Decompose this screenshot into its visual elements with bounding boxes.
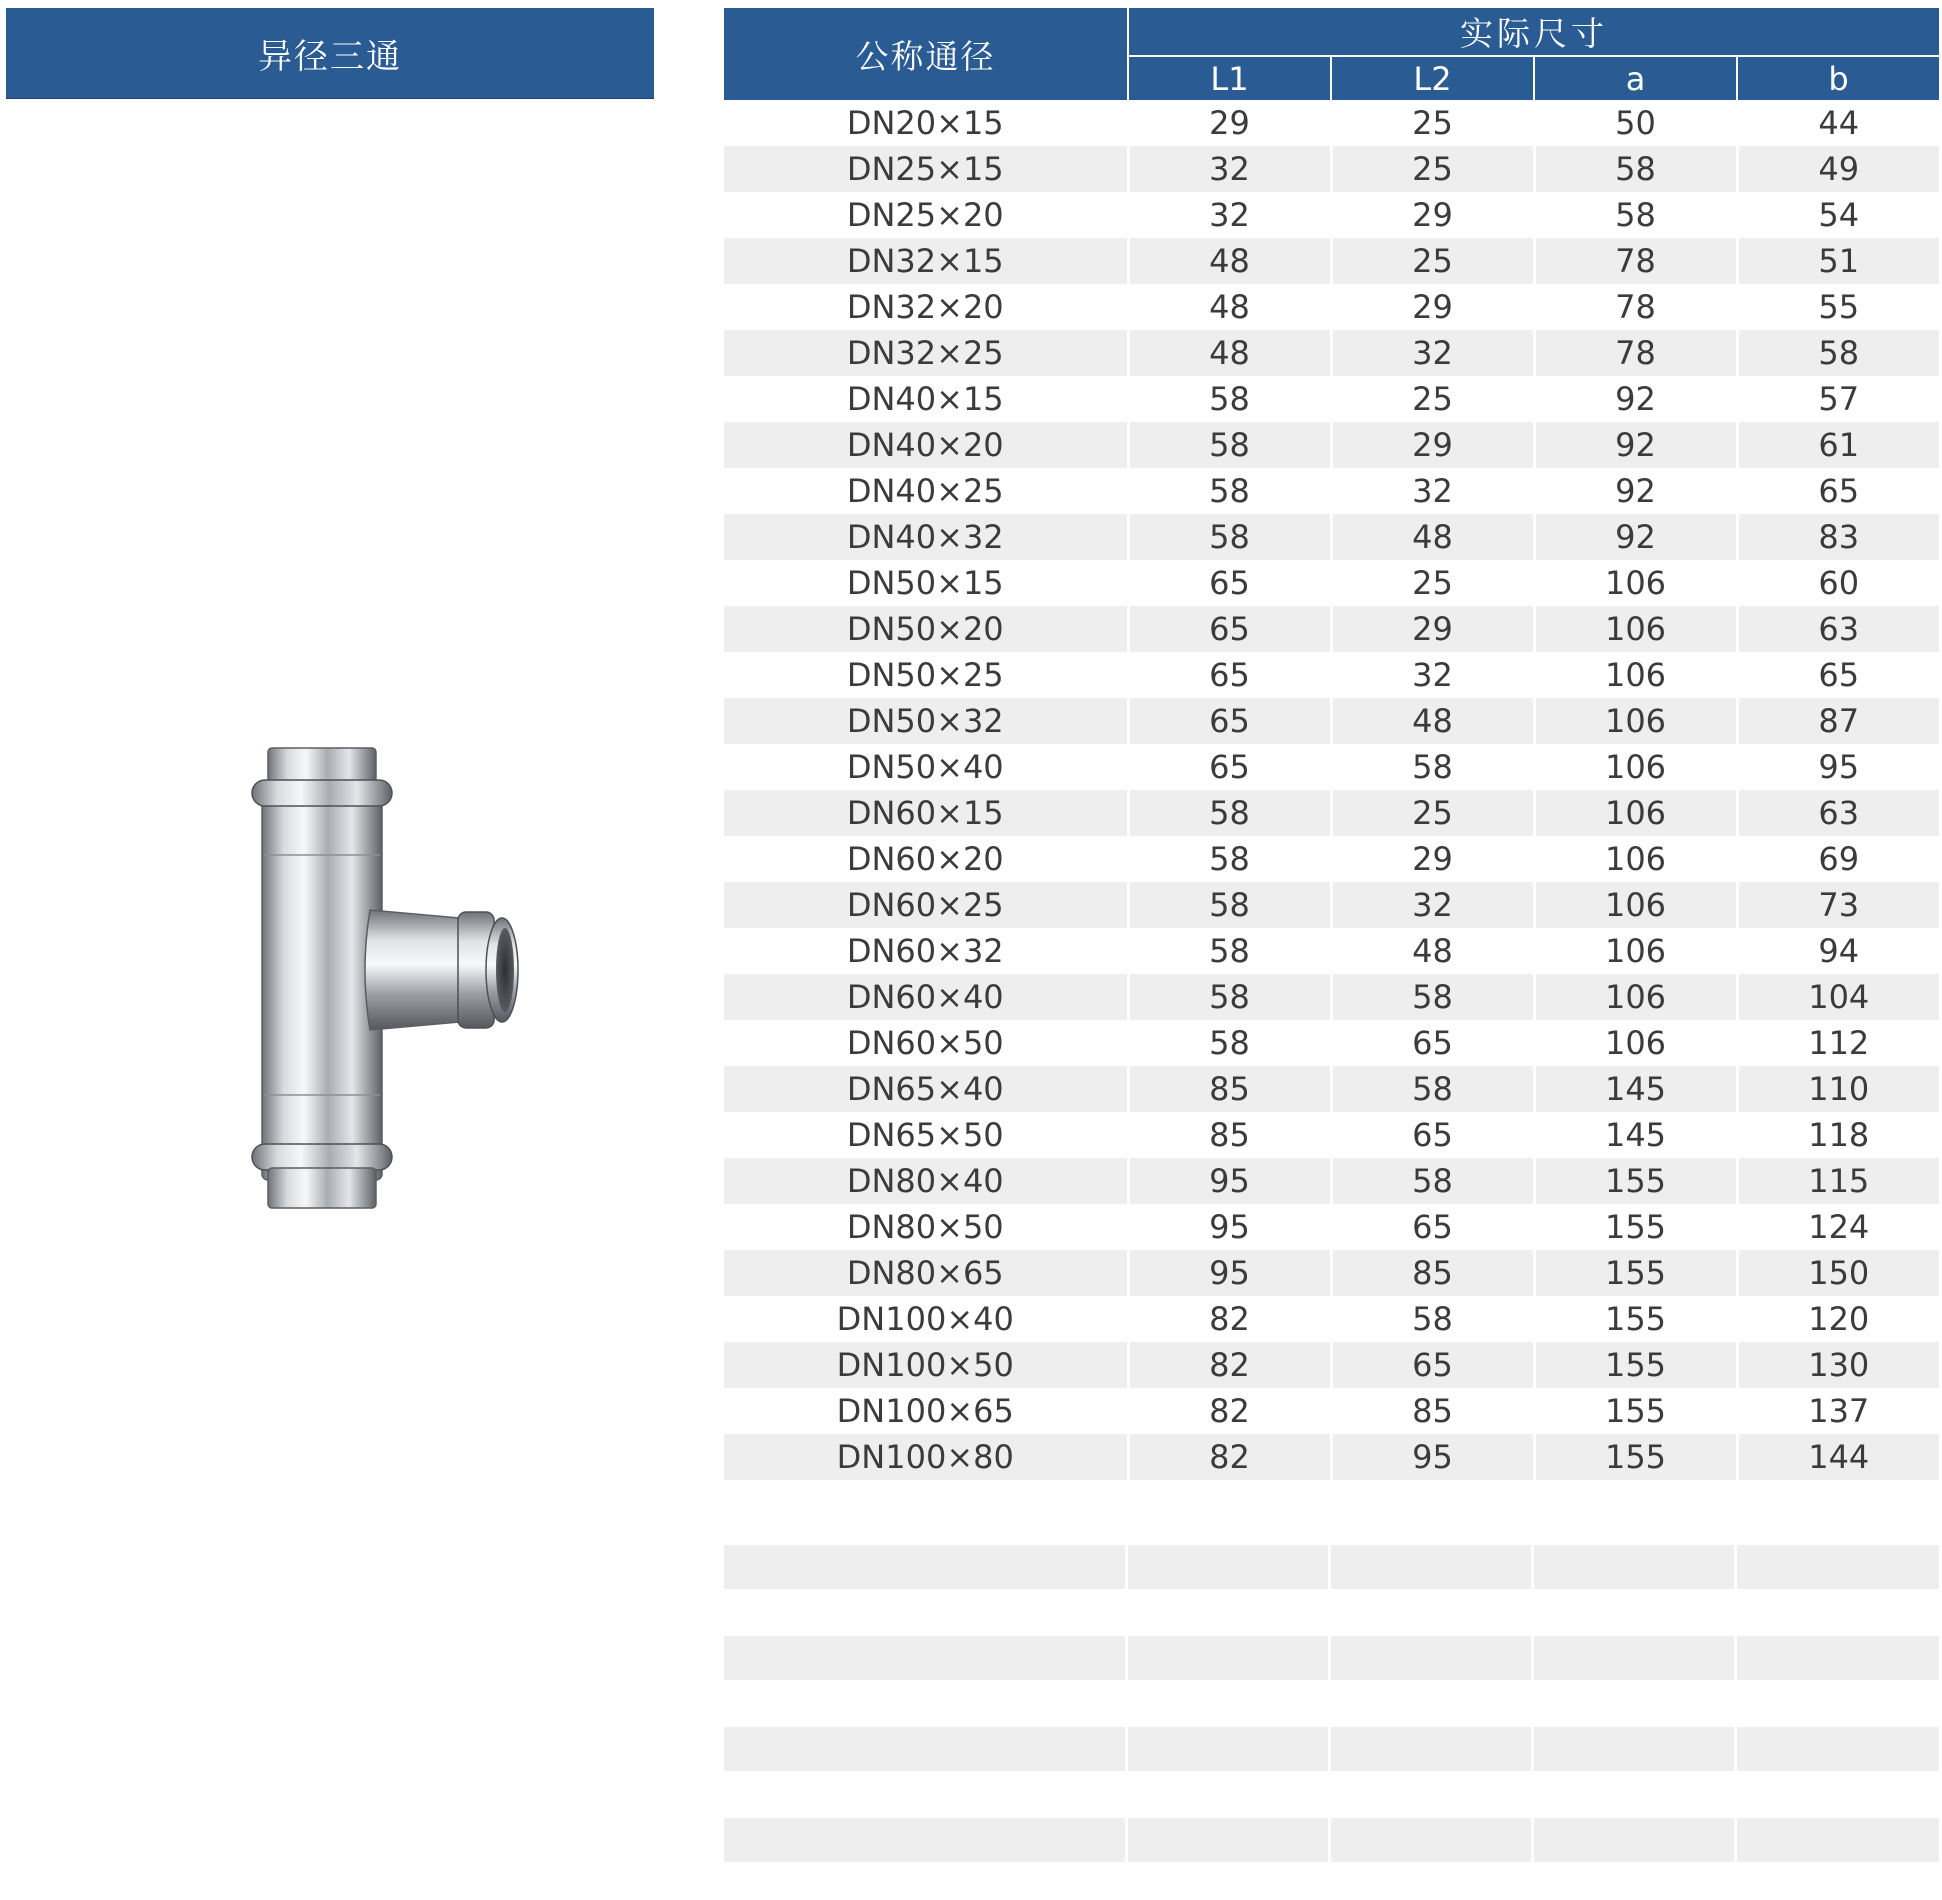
a-cell: 78 — [1534, 330, 1737, 376]
b-cell: 60 — [1737, 560, 1939, 606]
l1-cell: 32 — [1128, 146, 1331, 192]
table-row — [724, 882, 1939, 928]
a-cell: 58 — [1534, 146, 1737, 192]
table-row — [724, 376, 1939, 422]
table-row — [724, 238, 1939, 284]
table-row — [724, 192, 1939, 238]
table-row — [724, 1434, 1939, 1480]
product-title: 异径三通 — [6, 8, 654, 98]
b-cell: 49 — [1737, 146, 1939, 192]
l1-cell: 58 — [1128, 1020, 1331, 1066]
l2-cell: 32 — [1331, 330, 1534, 376]
table-row — [724, 928, 1939, 974]
b-cell: 94 — [1737, 928, 1939, 974]
nominal-cell: DN100×65 — [724, 1388, 1128, 1434]
a-cell: 155 — [1534, 1204, 1737, 1250]
spec-table-body — [724, 100, 1939, 1480]
table-row — [724, 560, 1939, 606]
l1-cell: 65 — [1128, 652, 1331, 698]
l2-cell: 48 — [1331, 514, 1534, 560]
b-cell: 63 — [1737, 606, 1939, 652]
a-cell: 155 — [1534, 1342, 1737, 1388]
nominal-cell: DN65×50 — [724, 1112, 1128, 1158]
l2-cell: 58 — [1331, 1066, 1534, 1112]
l1-cell: 85 — [1128, 1112, 1331, 1158]
nominal-cell: DN60×25 — [724, 882, 1128, 928]
l2-cell: 29 — [1331, 422, 1534, 468]
b-cell: 115 — [1737, 1158, 1939, 1204]
empty-row — [724, 1636, 1939, 1680]
b-cell: 137 — [1737, 1388, 1939, 1434]
header-a: a — [1534, 56, 1737, 100]
l2-cell: 25 — [1331, 790, 1534, 836]
table-row — [724, 284, 1939, 330]
empty-cell — [1331, 1818, 1534, 1862]
l1-cell: 29 — [1128, 100, 1331, 146]
b-cell: 55 — [1737, 284, 1939, 330]
empty-cell — [1737, 1818, 1939, 1862]
b-cell: 104 — [1737, 974, 1939, 1020]
table-row — [724, 422, 1939, 468]
l1-cell: 48 — [1128, 238, 1331, 284]
table-row — [724, 606, 1939, 652]
l2-cell: 95 — [1331, 1434, 1534, 1480]
l1-cell: 58 — [1128, 790, 1331, 836]
empty-cell — [1534, 1545, 1737, 1589]
a-cell: 106 — [1534, 560, 1737, 606]
table-row — [724, 1158, 1939, 1204]
b-cell: 65 — [1737, 468, 1939, 514]
table-row — [724, 698, 1939, 744]
a-cell: 106 — [1534, 974, 1737, 1020]
l2-cell: 25 — [1331, 100, 1534, 146]
l1-cell: 95 — [1128, 1158, 1331, 1204]
nominal-cell: DN65×40 — [724, 1066, 1128, 1112]
a-cell: 92 — [1534, 468, 1737, 514]
header-actual-dimensions: 实际尺寸 — [1128, 8, 1939, 56]
empty-cell — [1737, 1727, 1939, 1771]
l1-cell: 58 — [1128, 974, 1331, 1020]
l1-cell: 32 — [1128, 192, 1331, 238]
a-cell: 106 — [1534, 882, 1737, 928]
l2-cell: 29 — [1331, 836, 1534, 882]
table-row — [724, 146, 1939, 192]
nominal-cell: DN60×32 — [724, 928, 1128, 974]
table-row — [724, 1066, 1939, 1112]
a-cell: 155 — [1534, 1434, 1737, 1480]
table-row — [724, 514, 1939, 560]
l1-cell: 58 — [1128, 468, 1331, 514]
header-nominal-diameter: 公称通径 — [724, 8, 1128, 100]
table-row — [724, 1250, 1939, 1296]
l2-cell: 32 — [1331, 468, 1534, 514]
spec-table — [724, 8, 1939, 1480]
l2-cell: 48 — [1331, 928, 1534, 974]
l2-cell: 29 — [1331, 284, 1534, 330]
b-cell: 130 — [1737, 1342, 1939, 1388]
b-cell: 83 — [1737, 514, 1939, 560]
table-row — [724, 974, 1939, 1020]
empty-cell — [724, 1727, 1128, 1771]
l1-cell: 65 — [1128, 744, 1331, 790]
a-cell: 106 — [1534, 652, 1737, 698]
l2-cell: 25 — [1331, 560, 1534, 606]
empty-cell — [724, 1545, 1128, 1589]
l2-cell: 85 — [1331, 1388, 1534, 1434]
empty-cell — [1331, 1727, 1534, 1771]
table-row — [724, 652, 1939, 698]
table-row — [724, 1342, 1939, 1388]
b-cell: 95 — [1737, 744, 1939, 790]
nominal-cell: DN80×40 — [724, 1158, 1128, 1204]
a-cell: 106 — [1534, 744, 1737, 790]
l2-cell: 65 — [1331, 1204, 1534, 1250]
l2-cell: 65 — [1331, 1112, 1534, 1158]
nominal-cell: DN100×50 — [724, 1342, 1128, 1388]
nominal-cell: DN32×25 — [724, 330, 1128, 376]
empty-cell — [1128, 1636, 1331, 1680]
l1-cell: 65 — [1128, 606, 1331, 652]
table-row — [724, 468, 1939, 514]
a-cell: 106 — [1534, 928, 1737, 974]
nominal-cell: DN40×15 — [724, 376, 1128, 422]
b-cell: 110 — [1737, 1066, 1939, 1112]
table-row — [724, 1112, 1939, 1158]
nominal-cell: DN80×50 — [724, 1204, 1128, 1250]
nominal-cell: DN25×15 — [724, 146, 1128, 192]
b-cell: 51 — [1737, 238, 1939, 284]
b-cell: 44 — [1737, 100, 1939, 146]
empty-cell — [1331, 1545, 1534, 1589]
l2-cell: 58 — [1331, 1158, 1534, 1204]
l1-cell: 82 — [1128, 1342, 1331, 1388]
a-cell: 92 — [1534, 422, 1737, 468]
table-row — [724, 1388, 1939, 1434]
a-cell: 145 — [1534, 1066, 1737, 1112]
nominal-cell: DN50×40 — [724, 744, 1128, 790]
nominal-cell: DN60×20 — [724, 836, 1128, 882]
a-cell: 106 — [1534, 790, 1737, 836]
l1-cell: 82 — [1128, 1296, 1331, 1342]
l2-cell: 29 — [1331, 606, 1534, 652]
b-cell: 112 — [1737, 1020, 1939, 1066]
l1-cell: 65 — [1128, 560, 1331, 606]
a-cell: 106 — [1534, 698, 1737, 744]
b-cell: 150 — [1737, 1250, 1939, 1296]
l1-cell: 85 — [1128, 1066, 1331, 1112]
nominal-cell: DN40×20 — [724, 422, 1128, 468]
table-row — [724, 1020, 1939, 1066]
b-cell: 58 — [1737, 330, 1939, 376]
l1-cell: 58 — [1128, 836, 1331, 882]
a-cell: 145 — [1534, 1112, 1737, 1158]
nominal-cell: DN50×32 — [724, 698, 1128, 744]
a-cell: 78 — [1534, 284, 1737, 330]
b-cell: 61 — [1737, 422, 1939, 468]
empty-cell — [1534, 1818, 1737, 1862]
a-cell: 92 — [1534, 514, 1737, 560]
a-cell: 58 — [1534, 192, 1737, 238]
l1-cell: 82 — [1128, 1388, 1331, 1434]
a-cell: 78 — [1534, 238, 1737, 284]
l2-cell: 32 — [1331, 652, 1534, 698]
b-cell: 54 — [1737, 192, 1939, 238]
empty-cell — [724, 1636, 1128, 1680]
empty-cell — [1128, 1818, 1331, 1862]
a-cell: 50 — [1534, 100, 1737, 146]
l1-cell: 95 — [1128, 1250, 1331, 1296]
nominal-cell: DN60×15 — [724, 790, 1128, 836]
nominal-cell: DN80×65 — [724, 1250, 1128, 1296]
b-cell: 73 — [1737, 882, 1939, 928]
table-row — [724, 100, 1939, 146]
a-cell: 155 — [1534, 1296, 1737, 1342]
l1-cell: 48 — [1128, 330, 1331, 376]
l2-cell: 48 — [1331, 698, 1534, 744]
empty-row — [724, 1545, 1939, 1589]
l1-cell: 58 — [1128, 376, 1331, 422]
empty-row — [724, 1818, 1939, 1862]
table-row — [724, 790, 1939, 836]
b-cell: 57 — [1737, 376, 1939, 422]
b-cell: 63 — [1737, 790, 1939, 836]
nominal-cell: DN50×15 — [724, 560, 1128, 606]
empty-row — [724, 1727, 1939, 1771]
l1-cell: 58 — [1128, 928, 1331, 974]
empty-cell — [1737, 1545, 1939, 1589]
nominal-cell: DN32×20 — [724, 284, 1128, 330]
l1-cell: 65 — [1128, 698, 1331, 744]
nominal-cell: DN50×20 — [724, 606, 1128, 652]
b-cell: 87 — [1737, 698, 1939, 744]
l1-cell: 58 — [1128, 422, 1331, 468]
header-b: b — [1737, 56, 1939, 100]
a-cell: 92 — [1534, 376, 1737, 422]
l2-cell: 58 — [1331, 744, 1534, 790]
b-cell: 69 — [1737, 836, 1939, 882]
a-cell: 155 — [1534, 1250, 1737, 1296]
b-cell: 120 — [1737, 1296, 1939, 1342]
a-cell: 106 — [1534, 606, 1737, 652]
table-row — [724, 330, 1939, 376]
nominal-cell: DN32×15 — [724, 238, 1128, 284]
l1-cell: 58 — [1128, 514, 1331, 560]
l2-cell: 25 — [1331, 376, 1534, 422]
a-cell: 155 — [1534, 1158, 1737, 1204]
nominal-cell: DN100×80 — [724, 1434, 1128, 1480]
b-cell: 124 — [1737, 1204, 1939, 1250]
l1-cell: 48 — [1128, 284, 1331, 330]
a-cell: 106 — [1534, 1020, 1737, 1066]
table-row — [724, 1296, 1939, 1342]
nominal-cell: DN100×40 — [724, 1296, 1128, 1342]
table-row — [724, 744, 1939, 790]
empty-cell — [1331, 1636, 1534, 1680]
l2-cell: 65 — [1331, 1342, 1534, 1388]
nominal-cell: DN60×40 — [724, 974, 1128, 1020]
nominal-cell: DN25×20 — [724, 192, 1128, 238]
nominal-cell: DN60×50 — [724, 1020, 1128, 1066]
l1-cell: 82 — [1128, 1434, 1331, 1480]
empty-cell — [1128, 1545, 1331, 1589]
nominal-cell: DN50×25 — [724, 652, 1128, 698]
empty-cell — [1534, 1636, 1737, 1680]
a-cell: 155 — [1534, 1388, 1737, 1434]
l2-cell: 65 — [1331, 1020, 1534, 1066]
header-l1: L1 — [1128, 56, 1331, 100]
b-cell: 65 — [1737, 652, 1939, 698]
table-row — [724, 836, 1939, 882]
l2-cell: 85 — [1331, 1250, 1534, 1296]
a-cell: 106 — [1534, 836, 1737, 882]
l2-cell: 32 — [1331, 882, 1534, 928]
b-cell: 118 — [1737, 1112, 1939, 1158]
empty-cell — [1737, 1636, 1939, 1680]
b-cell: 144 — [1737, 1434, 1939, 1480]
nominal-cell: DN40×32 — [724, 514, 1128, 560]
l1-cell: 58 — [1128, 882, 1331, 928]
l2-cell: 25 — [1331, 238, 1534, 284]
empty-cell — [1534, 1727, 1737, 1771]
nominal-cell: DN20×15 — [724, 100, 1128, 146]
reducing-tee-image — [240, 740, 540, 1220]
empty-cell — [724, 1818, 1128, 1862]
empty-cell — [1128, 1727, 1331, 1771]
table-row — [724, 1204, 1939, 1250]
l2-cell: 25 — [1331, 146, 1534, 192]
l2-cell: 29 — [1331, 192, 1534, 238]
nominal-cell: DN40×25 — [724, 468, 1128, 514]
l1-cell: 95 — [1128, 1204, 1331, 1250]
l2-cell: 58 — [1331, 974, 1534, 1020]
l2-cell: 58 — [1331, 1296, 1534, 1342]
header-l2: L2 — [1331, 56, 1534, 100]
